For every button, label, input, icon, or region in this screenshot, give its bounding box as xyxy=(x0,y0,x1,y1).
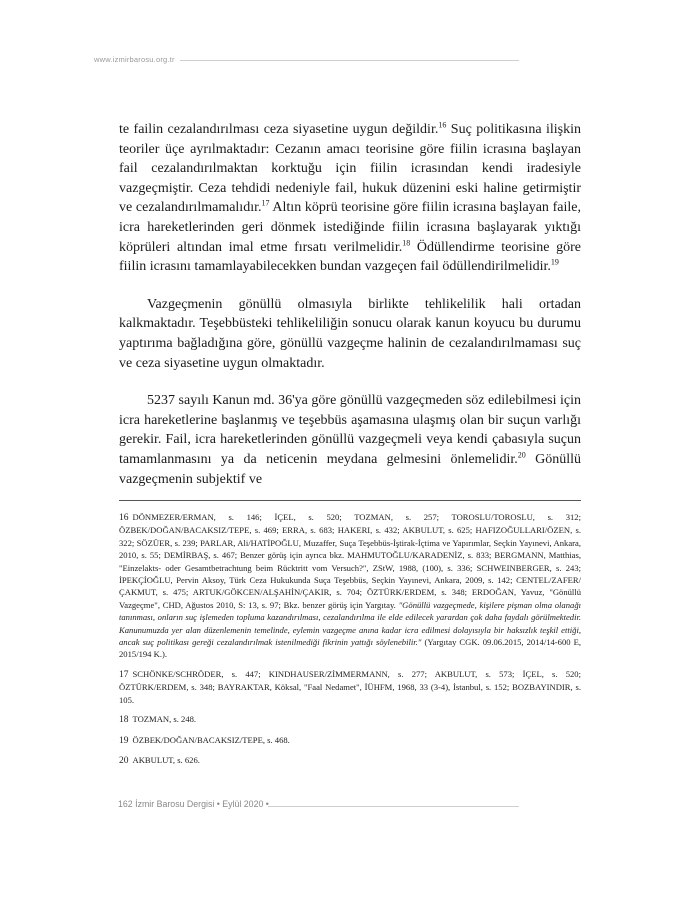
footnote-number: 16 xyxy=(119,513,129,523)
footnote-16: 16 DÖNMEZER/ERMAN, s. 146; İÇEL, s. 520; TOZMAN, s. 257; TOROSLU/TOROSLU, s. 312; ÖZBEK/DOĞAN/BACAKSIZ/TEPE, s. 469; ERRA, s. 683; HAKERI, s. 432; AKBULUT, s. 625; HAFIZOĞULLARI/ÖZEN, s. 322; SÖZÜER, s. 239; PARLAR, Ali/HATİPOĞLU, Muzaffer, Suça Teşebbüs-İştirak-İçtima ve Yapırımlar, Seçkin Yayınevi, Ankara, 2010, s. 55; DEMİRBAŞ, s. 467; Benzer görüş için ayrıca bkz. MAHMUTOĞLU/KARADENİZ, s. 833; BERGMANN, Matthias, "Einzelakts- oder Gesamtbetrachtung beim Rücktritt vom Versuch?", ZStW, 1988, (100), s. 336; SCHWEINBERGER, s. 243; İPEKÇİOĞLU, Pervin Aksoy, Türk Ceza Hukukunda Suça Teşebbüs, Seçkin Yayınevi, Ankara, 2009, s. 142; CENTEL/ZAFER/ÇAKMUT, s. 475; ARTUK/GÖKCEN/ALŞAHİN/ÇAKIR, s. 704; ÖZTÜRK/ERDEM, s. 348; ERDOĞAN, Yavuz, "Gönüllü Vazgeçme", CHD, Ağustos 2010, S: 13, s. 97; Bkz. benzer görüş için Yargıtay. "Gönüllü vazgeçmede, kişilere pişman olma olanağı tanınması, onların suç işlemeden topluma kazandırılması, cezalandırılma ile elde edilecek yarardan çok daha faydalı görülmektedir. Kanunumuzda yer alan düzenlemenin temelinde, eylemin vazgeçme anına kadar icra edilmesi dolayısıyla bir haksızlık teşkil ettiği, ancak suç politikası gereği cezalandırılmak istenilmediği fikrinin yattığı söylenebilir." (Yargıtay CGK. 09.06.2015, 2014/14-600 E, 2015/194 K.). xyxy=(119,512,582,660)
footnote-ref-16: 16 xyxy=(438,120,447,130)
paragraph-3: 5237 sayılı Kanun md. 36'ya göre gönüllü vazgeçmeden söz edilebilmesi için icra hareketlerine başlanmış ve teşebbüs aşamasına ulaşmış olan bir suçun varlığı gerekir. Fail, icra hareketlerinden gönüllü vazgeçmeli veya kendi çabasıyla suçun tamamlanmasını ya da neticenin meydana gelmesini önlemelidir.$^{20}$ Gönüllü vazgeçmenin subjektif ve xyxy=(119,393,581,487)
footnote-quote: "Gönüllü vazgeçmede, kişilere pişman olma olanağı tanınması, onların suç işlemeden topluma kazandırılması, cezalandırılma ile elde edilecek yarardan çok daha faydalı görülmektedir. Kanunumuzda yer alan düzenlemenin temelinde, eylemin vazgeçme anına kadar icra edilmesi dolayısıyla bir haksızlık teşkil ettiği, ancak suç politikası gereği cezalandırılmak istenilmediği fikrinin yattığı söylenebilir." xyxy=(119,599,582,648)
footnote-number: 18 xyxy=(119,715,129,726)
header-url: www.izmirbarosu.org.tr xyxy=(94,55,175,64)
footnote-ref-19: 19 xyxy=(550,257,559,267)
paragraph-2: Vazgeçmenin gönüllü olmasıyla birlikte tehlikelilik hali ortadan kalkmaktadır. Teşebbüsteki tehlikeliliğin sonucu olarak kanun koyucu bu durumu yaptırıma bağladığına göre, gönüllü vazgeçme halinin de cezalandırılmaması suç ve ceza siyasetine uygun olmaktadır. xyxy=(119,296,581,371)
footnote-ref-18: 18 xyxy=(402,237,411,247)
footnote-17: 17 SCHÖNKE/SCHRÖDER, s. 447; KINDHAUSER/ZİMMERMANN, s. 277; AKBULUT, s. 573; İÇEL, s. 520; ÖZTÜRK/ERDEM, s. 348; BAYRAKTAR, Köksal, "Faal Nedamet", İÜHFM, 1968, 33 (3-4), İstanbul, s. 152; BOZBAYINDIR, s. 105. xyxy=(119,668,581,705)
footnote-number: 19 xyxy=(119,735,129,746)
body-text xyxy=(119,120,581,507)
footer-rule xyxy=(268,806,519,807)
header-rule xyxy=(180,60,519,61)
footnote-ref-17: 17 xyxy=(261,198,270,208)
footnote-19: 19 ÖZBEK/DOĞAN/BACAKSIZ/TEPE, s. 468. xyxy=(119,734,290,746)
footnote-number: 20 xyxy=(119,755,129,766)
footnote-separator xyxy=(119,500,581,501)
paragraph-1: te failin cezalandırılması ceza siyasetine uygun değildir.$^{16}$ Suç politikasına ilişkin teoriler üçe ayrılmaktadır: Cezanın amacı teorisine göre fiilin icrasına başlayan fail cezalandırılmaktan korktuğu için fiilin icrasından kendi iradesiyle vazgeçmiştir. Ceza tehdidi nedeniyle fail, hukuk düzenini eski haline getirmiştir ve cezalandırılmamalıdır.$^{17}$ Altın köprü teorisine göre fiilin icrasına başlayan faile, icra hareketlerinden geri dönmek istediğinde fiilin icrasına başlayarak yıktığı köprüleri altından imal etme fırsatı verilmelidir.$^{18}$ Ödüllendirme teorisine göre fiilin icrasını tamamlayabilecekken bundan vazgeçen fail ödüllendirilmelidir.$^{19}$ xyxy=(119,120,581,275)
page-footer: 162 İzmir Barosu Dergisi • Eylül 2020 • xyxy=(118,799,269,809)
footnote-ref-20: 20 xyxy=(517,450,526,460)
footnotes xyxy=(119,511,581,774)
footnote-number: 17 xyxy=(119,669,129,680)
footnote-18: 18 TOZMAN, s. 248. xyxy=(119,714,197,726)
footnote-20: 20 AKBULUT, s. 626. xyxy=(119,754,200,766)
